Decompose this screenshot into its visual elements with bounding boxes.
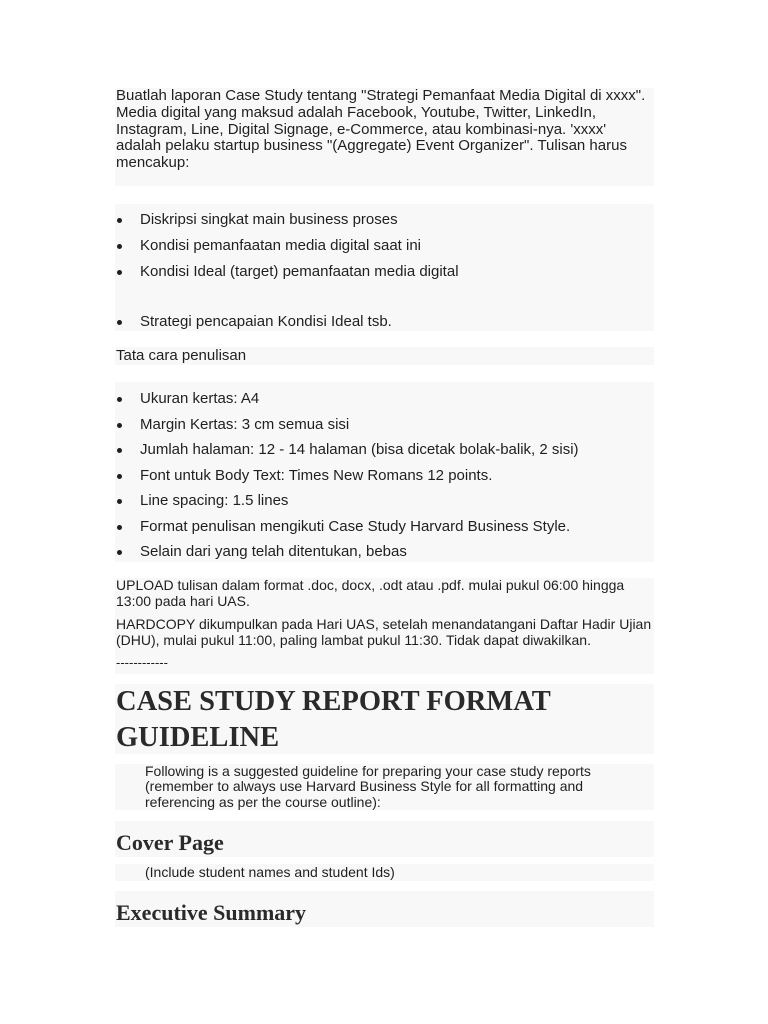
- list-item: [115, 263, 459, 281]
- list-item: [115, 237, 421, 255]
- list-item: [115, 492, 288, 510]
- submission-block: [115, 578, 654, 674]
- list-item: [115, 467, 492, 485]
- list-item-text: Ukuran kertas: A4: [140, 390, 260, 407]
- writing-rules-block: [115, 382, 654, 562]
- bullet-icon: [117, 270, 122, 275]
- list-item: [115, 313, 392, 331]
- upload-paragraph: UPLOAD tulisan dalam format .doc, docx, .odt atau .pdf. mulai pukul 06:00 hingga 13:00 pada hari UAS.: [116, 577, 625, 609]
- list-item: [115, 416, 349, 434]
- intro-paragraph: Buatlah laporan Case Study tentang "Strategi Pemanfaat Media Digital di xxxx". Media digital yang maksud adalah Facebook, Youtube, Twitter, LinkedIn, Instagram, Line, Digital Signage, e-Commerce, atau kombinasi-nya. 'xxxx' adalah pelaku startup business "(Aggregate) Event Organizer". Tulisan harus mencakup:: [115, 88, 654, 186]
- writing-rules-heading: Tata cara penulisan: [115, 347, 654, 365]
- list-item-text: Font untuk Body Text: Times New Romans 12 points.: [140, 467, 493, 484]
- bullet-icon: [117, 423, 122, 428]
- separator-line: ------------: [116, 655, 168, 670]
- bullet-icon: [117, 218, 122, 223]
- list-item-text: Kondisi Ideal (target) pemanfaatan media digital: [140, 263, 459, 280]
- bullet-icon: [117, 525, 122, 530]
- list-item: [115, 441, 579, 459]
- list-item-text: Line spacing: 1.5 lines: [140, 492, 289, 509]
- bullet-icon: [117, 448, 122, 453]
- executive-summary-heading: Executive Summary: [115, 891, 654, 927]
- bullet-icon: [117, 397, 122, 402]
- bullet-icon: [117, 320, 122, 325]
- list-item-text: Selain dari yang telah ditentukan, bebas: [140, 543, 407, 560]
- bullet-icon: [117, 550, 122, 555]
- bullet-icon: [117, 499, 122, 504]
- list-item: [115, 518, 570, 536]
- guideline-title: CASE STUDY REPORT FORMAT GUIDELINE: [115, 684, 654, 754]
- bullet-icon: [117, 244, 122, 249]
- list-item: [115, 211, 398, 229]
- list-item-text: Margin Kertas: 3 cm semua sisi: [140, 416, 350, 433]
- list-item-text: Strategi pencapaian Kondisi Ideal tsb.: [140, 313, 392, 330]
- guideline-intro: Following is a suggested guideline for preparing your case study reports (remember to always use Harvard Business Style for all formatting and referencing as per the course outline):: [115, 764, 654, 810]
- hardcopy-paragraph: HARDCOPY dikumpulkan pada Hari UAS, setelah menandatangani Daftar Hadir Ujian (DHU), mulai pukul 11:00, paling lambat pukul 11:30. Tidak dapat diwakilkan.: [116, 616, 652, 648]
- list-item-text: Jumlah halaman: 12 - 14 halaman (bisa dicetak bolak-balik, 2 sisi): [140, 441, 579, 458]
- list-item-text: Kondisi pemanfaatan media digital saat ini: [140, 237, 422, 254]
- bullet-icon: [117, 474, 122, 479]
- list-item-text: Format penulisan mengikuti Case Study Harvard Business Style.: [140, 518, 571, 535]
- cover-page-text: (Include student names and student Ids): [115, 864, 654, 881]
- list-item: [115, 543, 407, 561]
- cover-page-heading: Cover Page: [115, 821, 654, 857]
- list-item-text: Diskripsi singkat main business proses: [140, 211, 398, 228]
- list-item: [115, 390, 259, 408]
- coverage-list-block: [115, 204, 654, 331]
